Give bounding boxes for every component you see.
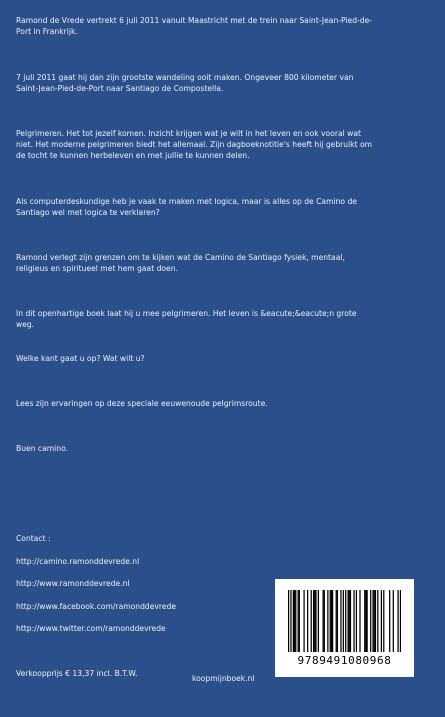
barcode-bar bbox=[295, 590, 296, 652]
barcode-bar bbox=[315, 590, 316, 652]
barcode-bar bbox=[340, 590, 341, 652]
contact-link-website[interactable]: http://www.ramonddevrede.nl bbox=[16, 579, 130, 588]
barcode-bar bbox=[377, 590, 378, 652]
barcode-bar bbox=[318, 590, 319, 652]
barcode-bar bbox=[307, 590, 308, 652]
barcode-bar bbox=[359, 590, 360, 652]
barcode-bar bbox=[299, 590, 300, 652]
paragraph-pilgrimage: Pelgrimeren. Het tot jezelf komen. Inzicht krijgen wat je wilt in het leven en ook vooral wat niet. Het moderne pelgrimeren biedt het allemaal. Zijn dagboeknotitie's heeft hij gebruikt om de tocht te kunnen herbeleven en met jullie te kunnen delen. bbox=[16, 129, 373, 160]
paragraph-buen-camino: Buen camino. bbox=[16, 444, 68, 453]
barcode-bar bbox=[293, 590, 294, 652]
paragraph-logic: Als computerdeskundige heb je vaak te maken met logica, maar is alles op de Camino de Santiago wel met logica te verklaren? bbox=[16, 197, 357, 217]
barcode-bar bbox=[381, 590, 382, 652]
barcode-bar bbox=[331, 590, 332, 652]
barcode-bar bbox=[347, 590, 348, 652]
barcode-bar bbox=[365, 590, 366, 652]
barcode-bar bbox=[372, 590, 373, 652]
barcode-bar bbox=[311, 590, 312, 652]
isbn-barcode bbox=[275, 579, 414, 677]
barcode-bar bbox=[356, 590, 357, 652]
barcode-bar bbox=[383, 590, 384, 652]
paragraph-experiences: Lees zijn ervaringen op deze speciale eeuwenoude pelgrimsroute. bbox=[16, 399, 268, 408]
barcode-bar bbox=[322, 590, 323, 652]
barcode-bar bbox=[375, 590, 376, 652]
barcode-bar bbox=[370, 590, 371, 652]
barcode-bar bbox=[364, 590, 365, 652]
barcode-bar bbox=[314, 590, 315, 652]
barcode-bar bbox=[337, 590, 338, 652]
barcode-bar bbox=[324, 590, 325, 652]
barcode-bar bbox=[298, 590, 299, 652]
barcode-icon bbox=[288, 590, 401, 652]
barcode-bar bbox=[294, 590, 295, 652]
barcode-bar bbox=[353, 590, 354, 652]
barcode-bar bbox=[389, 590, 390, 652]
barcode-bar bbox=[336, 590, 337, 652]
paragraph-boundaries: Ramond verlegt zijn grenzen om te kijken wat de Camino de Santiago fysiek, mentaal, religieus en spiritueel met hem gaat doen. bbox=[16, 253, 345, 273]
barcode-bar bbox=[397, 590, 398, 652]
paragraph-walk: 7 juli 2011 gaat hij dan zijn grootste wandeling ooit maken. Ongeveer 800 kilometer van Saint-Jean-Pied-de-Port naar Santiago de Compostella. bbox=[16, 73, 354, 93]
barcode-bar bbox=[400, 590, 401, 652]
contact-link-twitter[interactable]: http://www.twitter.com/ramonddevrede bbox=[16, 624, 166, 633]
barcode-bar bbox=[332, 590, 333, 652]
contact-heading: Contact : bbox=[16, 534, 51, 543]
price-label: Verkoopprijs € 13,37 incl. B.T.W. bbox=[16, 669, 138, 678]
isbn-number: 9789491080968 bbox=[297, 654, 392, 667]
barcode-bar bbox=[345, 590, 346, 652]
paragraph-departure: Ramond de Vrede vertrekt 6 juli 2011 vanuit Maastricht met de trein naar Saint-Jean-Pied-de-Port in Frankrijk. bbox=[16, 16, 372, 36]
barcode-bar bbox=[393, 590, 394, 652]
barcode-bar bbox=[343, 590, 344, 652]
barcode-bar bbox=[349, 590, 350, 652]
barcode-bar bbox=[313, 590, 314, 652]
barcode-bar bbox=[330, 590, 331, 652]
barcode-bar bbox=[367, 590, 368, 652]
publisher-label: koopmijnboek.nl bbox=[192, 674, 255, 683]
barcode-bar bbox=[327, 590, 328, 652]
paragraph-book: In dit openhartige boek laat hij u mee pelgrimeren. Het leven is &eacute;&eacute;n grote weg. bbox=[16, 309, 357, 329]
barcode-bar bbox=[350, 590, 351, 652]
barcode-bar bbox=[288, 590, 289, 652]
contact-link-camino[interactable]: http://camino.ramonddevrede.nl bbox=[16, 557, 140, 566]
contact-link-facebook[interactable]: http://www.facebook.com/ramonddevrede bbox=[16, 602, 177, 611]
barcode-bar bbox=[374, 590, 375, 652]
barcode-bar bbox=[303, 590, 304, 652]
barcode-bar bbox=[290, 590, 291, 652]
paragraph-question: Welke kant gaat u op? Wat wilt u? bbox=[16, 354, 145, 363]
